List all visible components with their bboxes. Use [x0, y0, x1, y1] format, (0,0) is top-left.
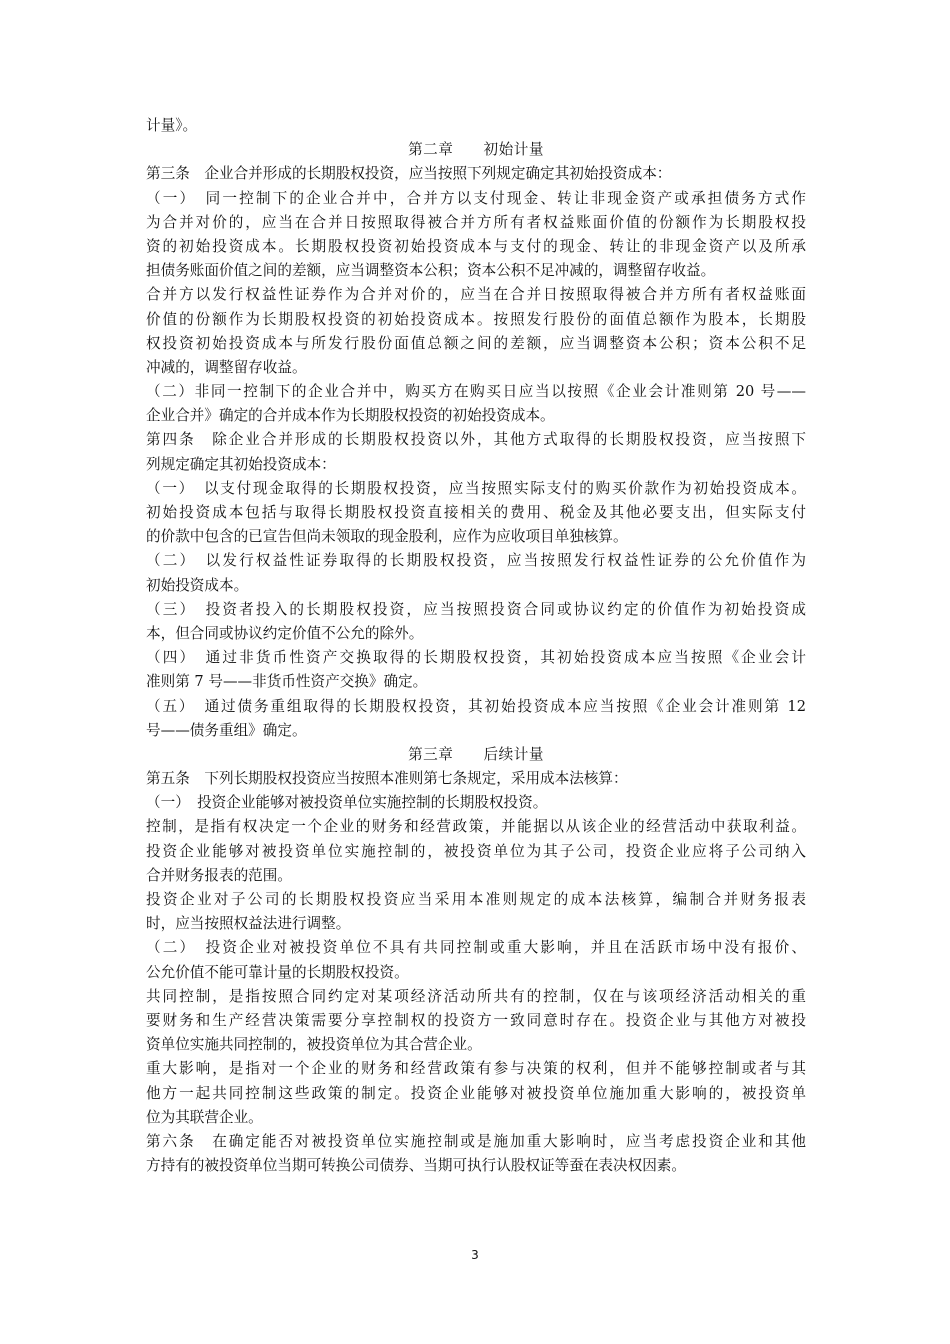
text-line: 的价款中包含的已宣告但尚未领取的现金股利，应作为应收项目单独核算。 — [146, 528, 628, 546]
text-line: （五） 通过债务重组取得的长期股权投资，其初始投资成本应当按照《企业会计准则第 12 — [146, 697, 806, 715]
article-heading: 第六条 在确定能否对被投资单位实施控制或是施加重大影响时，应当考虑投资企业和其他 — [146, 1132, 806, 1150]
text-line: （四） 通过非货币性资产交换取得的长期股权投资，其初始投资成本应当按照《企业会计 — [146, 649, 806, 667]
text-line: 计量》。 — [146, 117, 198, 134]
text-line: 价值的份额作为长期股权投资的初始投资成本。按照发行股份的面值总额作为股本，长期股 — [146, 310, 806, 328]
text-line: （三） 投资者投入的长期股权投资，应当按照投资合同或协议约定的价值作为初始投资成 — [146, 600, 806, 618]
text-line: （二）非同一控制下的企业合并中，购买方在购买日应当以按照《企业会计准则第 20 号—— — [146, 383, 806, 401]
text-line: 他方一起共同控制这些政策的制定。投资企业能够对被投资单位施加重大影响的，被投资单 — [146, 1084, 806, 1102]
text-line: 投资企业能够对被投资单位实施控制的，被投资单位为其子公司，投资企业应将子公司纳入 — [146, 842, 806, 860]
text-line: 企业合并》确定的合并成本作为长期股权投资的初始投资成本。 — [146, 407, 555, 425]
text-line: （二） 投资企业对被投资单位不具有共同控制或重大影响，并且在活跃市场中没有报价、 — [146, 939, 806, 957]
text-line: 投资企业对子公司的长期股权投资应当采用本准则规定的成本法核算，编制合并财务报表 — [146, 891, 806, 908]
text-line: 本，但合同或协议约定价值不公允的除外。 — [146, 624, 424, 642]
text-line: 方持有的被投资单位当期可转换公司债券、当期可执行认股权证等蚕在表决权因素。 — [146, 1157, 686, 1175]
text-line: 时，应当按照权益法进行调整。 — [146, 915, 351, 933]
text-line: 合并财务报表的范围。 — [146, 866, 292, 884]
text-line: 准则第 7 号——非货币性资产交换》确定。 — [146, 673, 428, 691]
text-line: （一） 以支付现金取得的长期股权投资，应当按照实际支付的购买价款作为初始投资成本。 — [146, 479, 806, 497]
text-line: 共同控制，是指按照合同约定对某项经济活动所共有的控制，仅在与该项经济活动相关的重 — [146, 987, 806, 1005]
text-line: 权投资初始投资成本与所发行股份面值总额之间的差额，应当调整资本公积；资本公积不足 — [146, 334, 806, 352]
text-line: 位为其联营企业。 — [146, 1108, 263, 1126]
chapter-heading: 第三章 后续计量 — [408, 745, 544, 763]
text-line: （一） 同一控制下的企业合并中，合并方以支付现金、转让非现金资产或承担债务方式作 — [146, 189, 806, 207]
text-line: 资单位实施共同控制的，被投资单位为其合营企业。 — [146, 1036, 482, 1054]
text-line: （二） 以发行权益性证券取得的长期股权投资，应当按照发行权益性证券的公允价值作为 — [146, 552, 806, 570]
text-line: 要财务和生产经营决策需要分享控制权的投资方一致同意时存在。投资企业与其他方对被投 — [146, 1011, 806, 1029]
page-number: 3 — [471, 1248, 479, 1262]
text-line: 公允价值不能可靠计量的长期股权投资。 — [146, 963, 409, 981]
text-line: 资的初始投资成本。长期股权投资初始投资成本与支付的现金、转让的非现金资产以及所承 — [146, 237, 806, 255]
text-line: 为合并对价的，应当在合并日按照取得被合并方所有者权益账面价值的份额作为长期股权投 — [146, 213, 806, 231]
text-line: 重大影响，是指对一个企业的财务和经营政策有参与决策的权利，但并不能够控制或者与其 — [146, 1060, 806, 1078]
article-heading: 第五条 下列长期股权投资应当按照本准则第七条规定，采用成本法核算： — [146, 770, 628, 788]
text-line: 冲减的，调整留存收益。 — [146, 358, 307, 376]
text-line: 担债务账面价值之间的差额，应当调整资本公积；资本公积不足冲减的，调整留存收益。 — [146, 262, 716, 280]
text-line: 初始投资成本。 — [146, 576, 249, 594]
text-line: 列规定确定其初始投资成本： — [146, 455, 336, 473]
text-line: 控制，是指有权决定一个企业的财务和经营政策，并能据以从该企业的经营活动中获取利益。 — [146, 818, 806, 836]
article-heading: 第四条 除企业合并形成的长期股权投资以外，其他方式取得的长期股权投资，应当按照下 — [146, 431, 806, 449]
chapter-heading: 第二章 初始计量 — [408, 141, 544, 159]
article-heading: 第三条 企业合并形成的长期股权投资，应当按照下列规定确定其初始投资成本： — [146, 165, 672, 183]
text-line: 号——债务重组》确定。 — [146, 721, 307, 739]
text-line: （一） 投资企业能够对被投资单位实施控制的长期股权投资。 — [146, 794, 548, 812]
text-line: 初始投资成本包括与取得长期股权投资直接相关的费用、税金及其他必要支出，但实际支付 — [146, 504, 806, 521]
text-line: 合并方以发行权益性证券作为合并对价的，应当在合并日按照取得被合并方所有者权益账面 — [146, 286, 806, 304]
document-body — [146, 114, 806, 1178]
